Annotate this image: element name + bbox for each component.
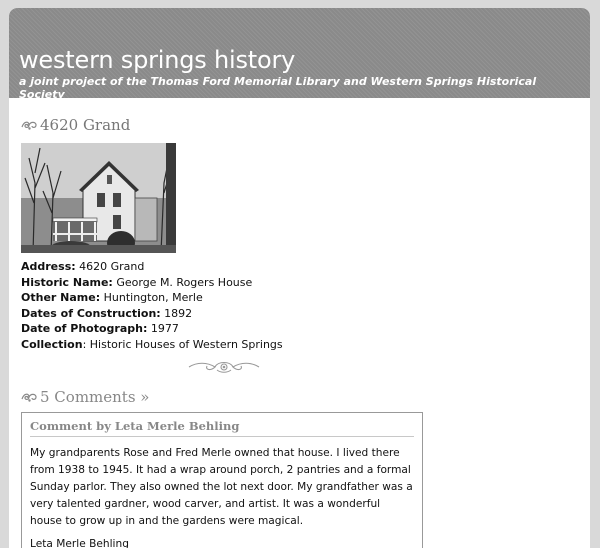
detail-row-historic-name bbox=[21, 275, 578, 291]
site-tagline: a joint project of the Thomas Ford Memorial Library and Western Springs Historical Society bbox=[19, 75, 537, 101]
detail-label: Other Name: bbox=[21, 291, 101, 305]
detail-value: 1977 bbox=[147, 322, 179, 336]
post-title bbox=[21, 116, 578, 134]
fleuron-icon bbox=[21, 391, 38, 403]
detail-value: Huntington, Merle bbox=[100, 291, 203, 305]
site-header bbox=[9, 8, 590, 101]
detail-row-dates-of-construction bbox=[21, 306, 578, 322]
comment-body: My grandparents Rose and Fred Merle owned that house. I lived there from 1938 to 1945. It had a wrap around porch, 2 pantries and a formal Sunday parlor. They also owned the lot next door. My grandfather was a very talented gardner, wood carver, and artist. It was a wonderful house to grow up in and the gardens were magical. bbox=[30, 446, 413, 527]
page bbox=[9, 8, 590, 548]
detail-label: Historic Name: bbox=[21, 275, 113, 289]
site-title-link[interactable]: western springs history bbox=[19, 46, 296, 74]
detail-value: : Historic Houses of Western Springs bbox=[82, 337, 283, 351]
detail-label: Dates of Construction: bbox=[21, 306, 161, 320]
house-details bbox=[21, 259, 578, 353]
post-title-text[interactable]: 4620 Grand bbox=[40, 116, 131, 134]
detail-label: Date of Photograph: bbox=[21, 322, 148, 336]
comment-item bbox=[21, 412, 423, 548]
fleuron-icon bbox=[21, 119, 38, 131]
detail-label: Collection bbox=[21, 337, 83, 351]
detail-label: Address: bbox=[21, 260, 76, 273]
detail-row-collection bbox=[21, 337, 578, 353]
detail-value: 1892 bbox=[160, 306, 193, 320]
main-content bbox=[9, 116, 590, 548]
comment-author: Comment by Leta Merle Behling bbox=[30, 419, 414, 437]
ornamental-divider-icon bbox=[187, 358, 261, 374]
detail-value: George M. Rogers House bbox=[112, 275, 253, 289]
detail-row-address bbox=[21, 259, 578, 275]
detail-row-date-of-photograph bbox=[21, 321, 578, 337]
detail-value: 4620 Grand bbox=[75, 260, 145, 273]
house-photo[interactable] bbox=[21, 143, 176, 253]
comment-signature: Leta Merle Behling bbox=[30, 537, 129, 548]
comments-link-label: 5 Comments » bbox=[40, 387, 150, 406]
comments-link[interactable] bbox=[21, 388, 578, 406]
detail-row-other-name bbox=[21, 290, 578, 306]
